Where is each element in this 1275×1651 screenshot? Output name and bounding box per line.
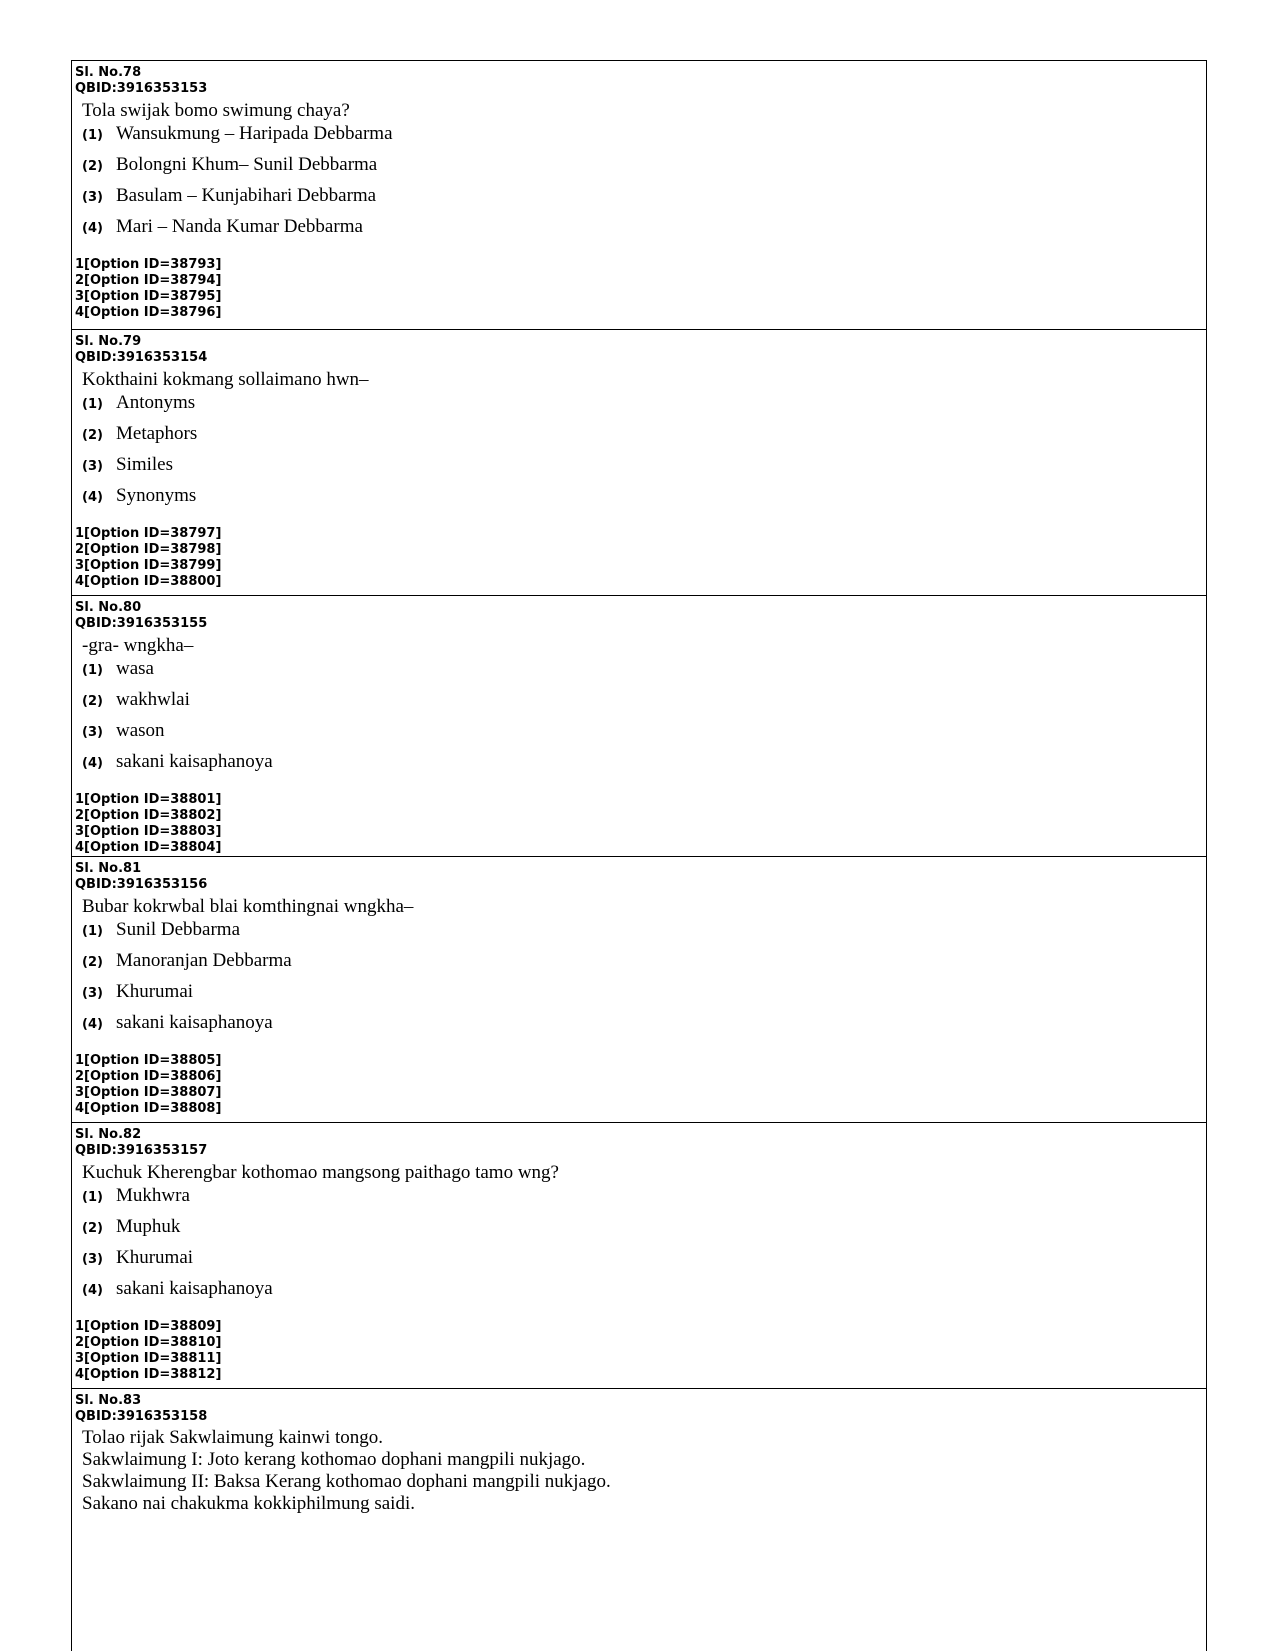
option-text: wasa — [116, 658, 154, 679]
option-number: (1) — [82, 128, 103, 143]
option-text: sakani kaisaphanoya — [116, 1012, 273, 1033]
question-text: Tola swijak bomo swimung chaya? — [82, 100, 350, 121]
option-number: (2) — [82, 159, 103, 174]
option-id: 1[Option ID=38805] — [75, 1053, 222, 1068]
option-text: Muphuk — [116, 1216, 181, 1237]
option-id: 1[Option ID=38793] — [75, 257, 222, 272]
option-row — [75, 1247, 1206, 1278]
option-number: (4) — [82, 756, 103, 771]
option-row — [75, 1185, 1206, 1216]
option-id: 1[Option ID=38797] — [75, 526, 222, 541]
option-id: 3[Option ID=38795] — [75, 289, 222, 304]
option-row — [75, 1012, 1206, 1043]
option-id: 1[Option ID=38809] — [75, 1319, 222, 1334]
question-text: Kuchuk Kherengbar kothomao mangsong paithago tamo wng? — [82, 1162, 559, 1183]
option-text: sakani kaisaphanoya — [116, 751, 273, 772]
option-text: wason — [116, 720, 165, 741]
option-id: 4[Option ID=38808] — [75, 1101, 222, 1116]
option-text: Bolongni Khum– Sunil Debbarma — [116, 154, 378, 175]
option-text: Khurumai — [116, 1247, 194, 1268]
option-text: Mari – Nanda Kumar Debbarma — [116, 216, 363, 237]
option-id: 2[Option ID=38798] — [75, 542, 222, 557]
option-row — [75, 154, 1206, 185]
option-id: 4[Option ID=38804] — [75, 840, 222, 855]
option-number: (2) — [82, 955, 103, 970]
option-number: (4) — [82, 490, 103, 505]
option-row — [75, 392, 1206, 423]
option-row — [75, 981, 1206, 1012]
serial-number: Sl. No.80 — [75, 600, 142, 615]
option-number: (3) — [82, 190, 103, 205]
option-number: (1) — [82, 924, 103, 939]
option-number: (3) — [82, 459, 103, 474]
question-text: -gra- wngkha– — [82, 635, 194, 656]
option-text: Mukhwra — [116, 1185, 190, 1206]
serial-number: Sl. No.79 — [75, 334, 142, 349]
option-id: 3[Option ID=38803] — [75, 824, 222, 839]
question-sheet — [71, 60, 1207, 1651]
qbid: QBID:3916353154 — [75, 350, 208, 365]
option-id: 1[Option ID=38801] — [75, 792, 222, 807]
option-ids — [75, 1053, 1206, 1117]
option-text: Synonyms — [116, 485, 197, 506]
question-text: Kokthaini kokmang sollaimano hwn– — [82, 369, 369, 390]
option-row — [75, 185, 1206, 216]
option-number: (1) — [82, 397, 103, 412]
qbid: QBID:3916353156 — [75, 877, 208, 892]
option-number: (1) — [82, 663, 103, 678]
option-number: (2) — [82, 1221, 103, 1236]
option-ids — [75, 792, 1206, 856]
option-id: 3[Option ID=38811] — [75, 1351, 222, 1366]
option-text: Metaphors — [116, 423, 198, 444]
option-ids — [75, 1319, 1206, 1383]
option-text: Khurumai — [116, 981, 194, 1002]
option-row — [75, 658, 1206, 689]
option-text: sakani kaisaphanoya — [116, 1278, 273, 1299]
option-row — [75, 919, 1206, 950]
question-block-82 — [72, 1122, 1206, 1388]
option-text: wakhwlai — [116, 689, 190, 710]
serial-number: Sl. No.82 — [75, 1127, 142, 1142]
question-text-line: Sakano nai chakukma kokkiphilmung saidi. — [82, 1493, 415, 1514]
option-text: Sunil Debbarma — [116, 919, 241, 940]
option-text: Antonyms — [116, 392, 196, 413]
qbid: QBID:3916353157 — [75, 1143, 208, 1158]
option-text: Manoranjan Debbarma — [116, 950, 292, 971]
question-text-line: Sakwlaimung II: Baksa Kerang kothomao dophani mangpili nukjago. — [82, 1471, 611, 1492]
question-block-80 — [72, 595, 1206, 856]
option-row — [75, 720, 1206, 751]
qbid: QBID:3916353153 — [75, 81, 208, 96]
option-number: (4) — [82, 221, 103, 236]
question-text-line: Tolao rijak Sakwlaimung kainwi tongo. — [82, 1427, 384, 1448]
option-text: Basulam – Kunjabihari Debbarma — [116, 185, 377, 206]
option-id: 2[Option ID=38806] — [75, 1069, 222, 1084]
option-ids — [75, 257, 1206, 321]
question-block-81 — [72, 856, 1206, 1122]
option-number: (3) — [82, 986, 103, 1001]
question-text-line: Sakwlaimung I: Joto kerang kothomao dophani mangpili nukjago. — [82, 1449, 586, 1470]
option-text: Similes — [116, 454, 174, 475]
option-number: (4) — [82, 1283, 103, 1298]
serial-number: Sl. No.81 — [75, 861, 142, 876]
qbid: QBID:3916353155 — [75, 616, 208, 631]
option-id: 4[Option ID=38812] — [75, 1367, 222, 1382]
option-id: 4[Option ID=38800] — [75, 574, 222, 589]
option-row — [75, 689, 1206, 720]
option-text: Wansukmung – Haripada Debbarma — [116, 123, 393, 144]
option-number: (3) — [82, 725, 103, 740]
option-row — [75, 485, 1206, 516]
option-row — [75, 751, 1206, 782]
option-row — [75, 216, 1206, 247]
option-number: (3) — [82, 1252, 103, 1267]
option-id: 3[Option ID=38807] — [75, 1085, 222, 1100]
option-number: (4) — [82, 1017, 103, 1032]
option-id: 2[Option ID=38802] — [75, 808, 222, 823]
qbid: QBID:3916353158 — [75, 1409, 208, 1424]
option-row — [75, 1216, 1206, 1247]
serial-number: Sl. No.78 — [75, 65, 142, 80]
option-number: (2) — [82, 428, 103, 443]
question-block-78 — [72, 60, 1206, 329]
option-row — [75, 1278, 1206, 1309]
option-id: 2[Option ID=38810] — [75, 1335, 222, 1350]
option-row — [75, 423, 1206, 454]
option-number: (2) — [82, 694, 103, 709]
option-id: 2[Option ID=38794] — [75, 273, 222, 288]
question-text: Bubar kokrwbal blai komthingnai wngkha– — [82, 896, 414, 917]
option-number: (1) — [82, 1190, 103, 1205]
option-row — [75, 123, 1206, 154]
question-block-79 — [72, 329, 1206, 595]
option-ids — [75, 526, 1206, 590]
serial-number: Sl. No.83 — [75, 1393, 142, 1408]
option-row — [75, 454, 1206, 485]
option-row — [75, 950, 1206, 981]
option-id: 4[Option ID=38796] — [75, 305, 222, 320]
question-block-83 — [72, 1388, 1206, 1515]
option-id: 3[Option ID=38799] — [75, 558, 222, 573]
